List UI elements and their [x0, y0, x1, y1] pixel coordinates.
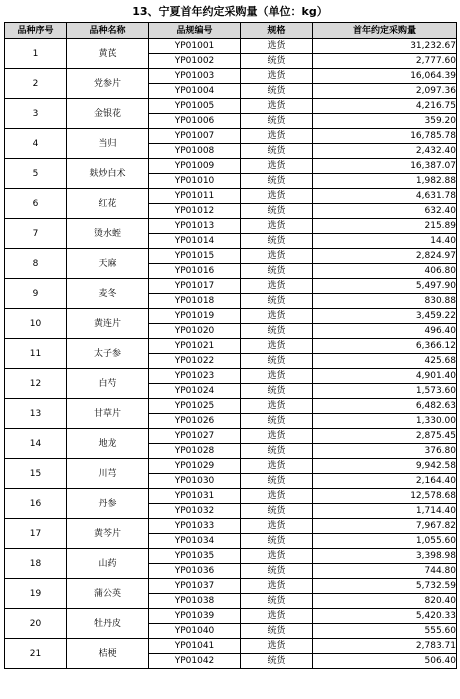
spec-type-cell: 统货 [241, 204, 313, 219]
spec-type-cell: 选货 [241, 279, 313, 294]
spec-code-cell: YP01035 [149, 549, 241, 564]
spec-code-cell: YP01022 [149, 354, 241, 369]
spec-type-cell: 选货 [241, 549, 313, 564]
page-title: 13、宁夏首年约定采购量（单位：kg） [132, 5, 328, 18]
spec-type-cell: 统货 [241, 654, 313, 669]
table-row [5, 69, 457, 84]
spec-code-cell: YP01007 [149, 129, 241, 144]
spec-code-cell: YP01019 [149, 309, 241, 324]
spec-type-cell: 统货 [241, 594, 313, 609]
variety-name-cell: 党参片 [67, 69, 149, 99]
quantity-cell: 2,432.40 [313, 144, 457, 159]
variety-seq-cell: 10 [5, 309, 67, 339]
variety-seq-cell: 5 [5, 159, 67, 189]
spec-type-cell: 选货 [241, 609, 313, 624]
spec-type-cell: 统货 [241, 474, 313, 489]
variety-name-cell: 甘草片 [67, 399, 149, 429]
spec-code-cell: YP01016 [149, 264, 241, 279]
quantity-cell: 359.20 [313, 114, 457, 129]
variety-seq-cell: 7 [5, 219, 67, 249]
variety-seq-cell: 6 [5, 189, 67, 219]
variety-name-cell: 地龙 [67, 429, 149, 459]
quantity-cell: 2,164.40 [313, 474, 457, 489]
spec-type-cell: 选货 [241, 519, 313, 534]
quantity-cell: 2,875.45 [313, 429, 457, 444]
variety-seq-cell: 18 [5, 549, 67, 579]
quantity-cell: 1,055.60 [313, 534, 457, 549]
spec-code-cell: YP01023 [149, 369, 241, 384]
spec-code-cell: YP01033 [149, 519, 241, 534]
header-qty: 首年约定采购量 [313, 23, 457, 39]
header-row [5, 23, 457, 39]
variety-seq-cell: 12 [5, 369, 67, 399]
spec-type-cell: 选货 [241, 489, 313, 504]
quantity-cell: 16,064.39 [313, 69, 457, 84]
header-spec: 规格 [241, 23, 313, 39]
spec-type-cell: 选货 [241, 459, 313, 474]
variety-seq-cell: 3 [5, 99, 67, 129]
spec-code-cell: YP01020 [149, 324, 241, 339]
variety-name-cell: 黄芩片 [67, 519, 149, 549]
spec-type-cell: 选货 [241, 219, 313, 234]
spec-code-cell: YP01040 [149, 624, 241, 639]
spec-code-cell: YP01017 [149, 279, 241, 294]
variety-seq-cell: 17 [5, 519, 67, 549]
spec-code-cell: YP01015 [149, 249, 241, 264]
spec-code-cell: YP01042 [149, 654, 241, 669]
variety-name-cell: 蒲公英 [67, 579, 149, 609]
spec-code-cell: YP01013 [149, 219, 241, 234]
variety-seq-cell: 16 [5, 489, 67, 519]
spec-type-cell: 选货 [241, 309, 313, 324]
header-seq: 品种序号 [5, 23, 67, 39]
variety-name-cell: 桔梗 [67, 639, 149, 669]
spec-type-cell: 选货 [241, 399, 313, 414]
spec-type-cell: 统货 [241, 234, 313, 249]
variety-name-cell: 天麻 [67, 249, 149, 279]
quantity-cell: 1,982.88 [313, 174, 457, 189]
variety-name-cell: 太子参 [67, 339, 149, 369]
table-row [5, 39, 457, 54]
spec-type-cell: 统货 [241, 264, 313, 279]
spec-code-cell: YP01026 [149, 414, 241, 429]
spec-type-cell: 统货 [241, 384, 313, 399]
table-row [5, 459, 457, 474]
spec-code-cell: YP01002 [149, 54, 241, 69]
spec-code-cell: YP01039 [149, 609, 241, 624]
spec-type-cell: 选货 [241, 69, 313, 84]
spec-type-cell: 选货 [241, 189, 313, 204]
variety-name-cell: 红花 [67, 189, 149, 219]
spec-type-cell: 统货 [241, 504, 313, 519]
table-row [5, 399, 457, 414]
spec-code-cell: YP01032 [149, 504, 241, 519]
spec-code-cell: YP01031 [149, 489, 241, 504]
spec-type-cell: 选货 [241, 249, 313, 264]
spec-code-cell: YP01003 [149, 69, 241, 84]
spec-code-cell: YP01025 [149, 399, 241, 414]
variety-seq-cell: 15 [5, 459, 67, 489]
variety-name-cell: 山药 [67, 549, 149, 579]
spec-code-cell: YP01004 [149, 84, 241, 99]
spec-code-cell: YP01001 [149, 39, 241, 54]
spec-type-cell: 选货 [241, 429, 313, 444]
variety-seq-cell: 11 [5, 339, 67, 369]
quantity-cell: 425.68 [313, 354, 457, 369]
quantity-cell: 5,732.59 [313, 579, 457, 594]
quantity-cell: 16,387.07 [313, 159, 457, 174]
table-row [5, 339, 457, 354]
spec-code-cell: YP01036 [149, 564, 241, 579]
quantity-cell: 1,714.40 [313, 504, 457, 519]
quantity-cell: 7,967.82 [313, 519, 457, 534]
quantity-cell: 496.40 [313, 324, 457, 339]
spec-type-cell: 统货 [241, 114, 313, 129]
variety-name-cell: 白芍 [67, 369, 149, 399]
table-row [5, 309, 457, 324]
quantity-cell: 4,216.75 [313, 99, 457, 114]
spec-type-cell: 选货 [241, 99, 313, 114]
quantity-cell: 12,578.68 [313, 489, 457, 504]
spec-type-cell: 统货 [241, 54, 313, 69]
spec-type-cell: 选货 [241, 639, 313, 654]
spec-code-cell: YP01005 [149, 99, 241, 114]
table-row [5, 219, 457, 234]
table-row [5, 129, 457, 144]
table-row [5, 249, 457, 264]
quantity-cell: 820.40 [313, 594, 457, 609]
header-name: 品种名称 [67, 23, 149, 39]
spec-code-cell: YP01010 [149, 174, 241, 189]
variety-name-cell: 黄连片 [67, 309, 149, 339]
quantity-cell: 3,459.22 [313, 309, 457, 324]
header-code: 品规编号 [149, 23, 241, 39]
spec-code-cell: YP01027 [149, 429, 241, 444]
quantity-cell: 2,783.71 [313, 639, 457, 654]
variety-seq-cell: 13 [5, 399, 67, 429]
spec-type-cell: 统货 [241, 624, 313, 639]
quantity-cell: 2,097.36 [313, 84, 457, 99]
quantity-cell: 6,366.12 [313, 339, 457, 354]
quantity-cell: 1,330.00 [313, 414, 457, 429]
variety-name-cell: 麦冬 [67, 279, 149, 309]
spec-code-cell: YP01024 [149, 384, 241, 399]
variety-seq-cell: 19 [5, 579, 67, 609]
spec-code-cell: YP01014 [149, 234, 241, 249]
quantity-cell: 830.88 [313, 294, 457, 309]
table-row [5, 159, 457, 174]
spec-type-cell: 统货 [241, 294, 313, 309]
quantity-cell: 5,420.33 [313, 609, 457, 624]
quantity-cell: 31,232.67 [313, 39, 457, 54]
quantity-cell: 4,631.78 [313, 189, 457, 204]
spec-type-cell: 统货 [241, 564, 313, 579]
quantity-cell: 506.40 [313, 654, 457, 669]
quantity-cell: 4,901.40 [313, 369, 457, 384]
quantity-cell: 14.40 [313, 234, 457, 249]
table-row [5, 519, 457, 534]
variety-name-cell: 牡丹皮 [67, 609, 149, 639]
procurement-table [4, 22, 457, 669]
spec-code-cell: YP01028 [149, 444, 241, 459]
quantity-cell: 555.60 [313, 624, 457, 639]
table-row [5, 189, 457, 204]
spec-type-cell: 统货 [241, 144, 313, 159]
table-body [5, 39, 457, 669]
spec-code-cell: YP01008 [149, 144, 241, 159]
quantity-cell: 744.80 [313, 564, 457, 579]
quantity-cell: 406.80 [313, 264, 457, 279]
spec-type-cell: 统货 [241, 354, 313, 369]
table-row [5, 609, 457, 624]
quantity-cell: 215.89 [313, 219, 457, 234]
quantity-cell: 632.40 [313, 204, 457, 219]
variety-seq-cell: 4 [5, 129, 67, 159]
table-row [5, 489, 457, 504]
quantity-cell: 2,777.60 [313, 54, 457, 69]
spec-code-cell: YP01041 [149, 639, 241, 654]
spec-type-cell: 选货 [241, 159, 313, 174]
table-row [5, 369, 457, 384]
variety-seq-cell: 2 [5, 69, 67, 99]
quantity-cell: 2,824.97 [313, 249, 457, 264]
table-row [5, 579, 457, 594]
spec-type-cell: 统货 [241, 534, 313, 549]
quantity-cell: 9,942.58 [313, 459, 457, 474]
variety-name-cell: 川芎 [67, 459, 149, 489]
quantity-cell: 376.80 [313, 444, 457, 459]
quantity-cell: 5,497.90 [313, 279, 457, 294]
variety-seq-cell: 9 [5, 279, 67, 309]
variety-name-cell: 黄芪 [67, 39, 149, 69]
spec-type-cell: 选货 [241, 369, 313, 384]
spec-code-cell: YP01029 [149, 459, 241, 474]
spec-code-cell: YP01034 [149, 534, 241, 549]
spec-type-cell: 选货 [241, 579, 313, 594]
quantity-cell: 16,785.78 [313, 129, 457, 144]
quantity-cell: 3,398.98 [313, 549, 457, 564]
variety-name-cell: 麸炒白术 [67, 159, 149, 189]
quantity-cell: 6,482.63 [313, 399, 457, 414]
spec-code-cell: YP01021 [149, 339, 241, 354]
spec-code-cell: YP01006 [149, 114, 241, 129]
variety-name-cell: 当归 [67, 129, 149, 159]
spec-type-cell: 选货 [241, 39, 313, 54]
spec-type-cell: 统货 [241, 414, 313, 429]
spec-code-cell: YP01038 [149, 594, 241, 609]
variety-name-cell: 金银花 [67, 99, 149, 129]
spec-code-cell: YP01012 [149, 204, 241, 219]
table-row [5, 639, 457, 654]
variety-seq-cell: 21 [5, 639, 67, 669]
spec-code-cell: YP01037 [149, 579, 241, 594]
spec-type-cell: 统货 [241, 324, 313, 339]
spec-type-cell: 统货 [241, 174, 313, 189]
variety-seq-cell: 1 [5, 39, 67, 69]
table-row [5, 99, 457, 114]
spec-code-cell: YP01011 [149, 189, 241, 204]
quantity-cell: 1,573.60 [313, 384, 457, 399]
spec-code-cell: YP01030 [149, 474, 241, 489]
variety-seq-cell: 8 [5, 249, 67, 279]
spec-type-cell: 选货 [241, 129, 313, 144]
spec-type-cell: 统货 [241, 444, 313, 459]
variety-seq-cell: 14 [5, 429, 67, 459]
spec-type-cell: 统货 [241, 84, 313, 99]
table-row [5, 549, 457, 564]
variety-seq-cell: 20 [5, 609, 67, 639]
variety-name-cell: 烫水蛭 [67, 219, 149, 249]
spec-type-cell: 选货 [241, 339, 313, 354]
table-row [5, 279, 457, 294]
spec-code-cell: YP01018 [149, 294, 241, 309]
variety-name-cell: 丹参 [67, 489, 149, 519]
spec-code-cell: YP01009 [149, 159, 241, 174]
table-row [5, 429, 457, 444]
